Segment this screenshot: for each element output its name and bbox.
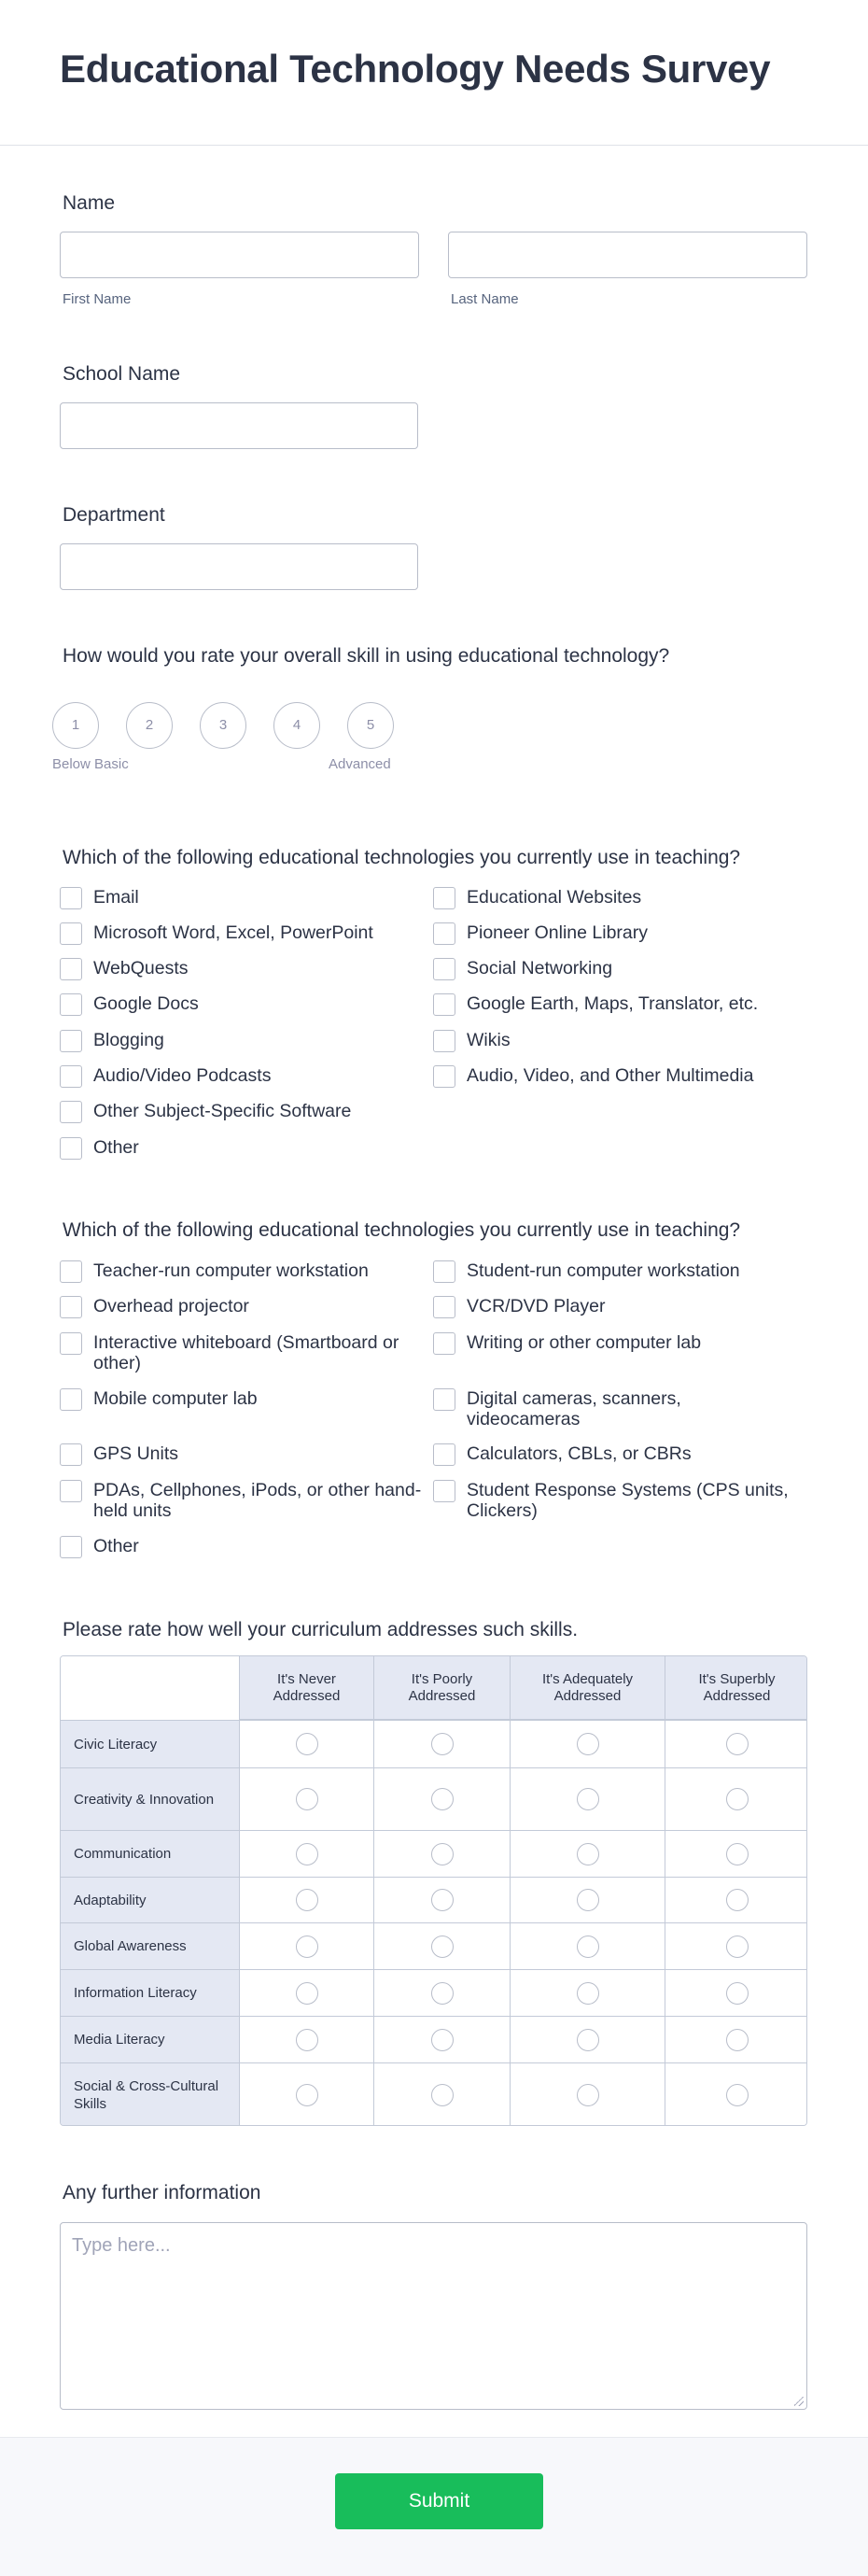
checkbox[interactable] [60,1480,82,1502]
hardware-option[interactable] [60,1332,424,1373]
form-header [0,0,868,146]
matrix-radio[interactable] [431,1843,454,1865]
tech-option-label: Blogging [93,1030,164,1050]
hardware-option-label: Interactive whiteboard (Smartboard or other) [93,1332,399,1373]
checkbox[interactable] [433,1260,455,1283]
hardware-option[interactable] [433,1443,806,1466]
matrix-row-header: Civic Literacy [61,1720,239,1767]
hardware-option-label: Mobile computer lab [93,1388,258,1409]
tech-use-question: Which of the following educational technologies you currently use in teaching? [63,847,741,868]
matrix-row-header: Communication [61,1830,239,1877]
matrix-row-header: Adaptability [61,1877,239,1922]
hardware-option[interactable] [433,1260,806,1283]
checkbox[interactable] [60,1260,82,1283]
matrix-radio[interactable] [296,2084,318,2106]
tech-option[interactable] [433,1030,511,1052]
checkbox[interactable] [433,1480,455,1502]
hardware-option[interactable] [433,1332,806,1355]
matrix-cell [239,1877,373,1922]
matrix-column-header: It's Never Addressed [239,1656,373,1720]
matrix-radio[interactable] [431,1936,454,1958]
hardware-option-label: Student-run computer workstation [467,1260,740,1281]
hardware-option[interactable] [60,1296,424,1318]
further-info-label: Any further information [63,2182,261,2203]
matrix-cell [510,2016,665,2062]
matrix-row-header: Media Literacy [61,2016,239,2062]
hardware-option[interactable] [433,1388,713,1429]
hardware-option-label: Student Response Systems (CPS units, Clickers) [467,1480,789,1521]
matrix-cell [239,1720,373,1767]
tech-option-label: Audio, Video, and Other Multimedia [467,1065,754,1086]
tech-option-label: Audio/Video Podcasts [93,1065,272,1086]
checkbox[interactable] [433,1443,455,1466]
rating-option-1[interactable]: 1 [52,702,99,749]
matrix-radio[interactable] [296,1889,318,1911]
rating-low-caption: Below Basic [52,756,129,772]
matrix-radio[interactable] [726,1733,749,1755]
matrix-radio[interactable] [726,1982,749,2005]
checkbox[interactable] [433,1030,455,1052]
matrix-radio[interactable] [726,2084,749,2106]
tech-option-label: WebQuests [93,958,189,978]
tech-option[interactable] [60,1030,164,1052]
name-label: Name [63,192,116,214]
checkbox[interactable] [60,922,82,945]
matrix-cell [510,1877,665,1922]
tech-option[interactable] [60,993,199,1016]
matrix-radio[interactable] [577,2084,599,2106]
matrix-cell [510,1922,665,1969]
matrix-radio[interactable] [431,1889,454,1911]
matrix-radio[interactable] [577,1843,599,1865]
matrix-cell [373,1922,510,1969]
page-title: Educational Technology Needs Survey [60,47,771,91]
hardware-option-label: Other [93,1536,139,1556]
matrix-radio[interactable] [577,1936,599,1958]
matrix-corner [61,1656,239,1720]
checkbox[interactable] [60,1101,82,1123]
checkbox[interactable] [60,1388,82,1411]
checkbox[interactable] [60,1065,82,1088]
rating-option-4[interactable]: 4 [273,702,320,749]
checkbox[interactable] [433,993,455,1016]
resize-handle-icon[interactable] [794,2397,804,2406]
skill-question: How would you rate your overall skill in using educational technology? [63,645,670,667]
tech-option-label: Pioneer Online Library [467,922,649,943]
checkbox[interactable] [433,1332,455,1355]
matrix-radio[interactable] [726,1889,749,1911]
checkbox[interactable] [433,1296,455,1318]
hardware-option-label: GPS Units [93,1443,179,1464]
matrix-radio[interactable] [296,1936,318,1958]
tech-option[interactable] [60,1101,351,1123]
hardware-option[interactable] [60,1260,424,1283]
hardware-option-label: Overhead projector [93,1296,249,1316]
hardware-option[interactable] [60,1480,433,1521]
first-name-input[interactable] [60,232,419,278]
hardware-option[interactable] [433,1480,806,1521]
hardware-option[interactable] [60,1388,424,1411]
matrix-cell [665,2016,807,2062]
hardware-option[interactable] [60,1536,424,1558]
matrix-radio[interactable] [577,1733,599,1755]
checkbox[interactable] [433,958,455,980]
matrix-cell [373,1830,510,1877]
tech-option-label: Other Subject-Specific Software [93,1101,352,1121]
checkbox[interactable] [60,1332,82,1355]
matrix-radio[interactable] [726,1843,749,1865]
hardware-use-question: Which of the following educational technologies you currently use in teaching? [63,1219,741,1241]
tech-option-label: Other [93,1137,139,1158]
tech-option[interactable] [60,1065,271,1088]
curriculum-matrix [60,1655,807,2126]
tech-option[interactable] [60,958,189,980]
tech-option[interactable] [60,1137,139,1160]
rating-high-caption: Advanced [329,756,391,772]
matrix-row-header: Creativity & Innovation [61,1767,239,1830]
department-label: Department [63,504,165,526]
matrix-column-header: It's Adequately Addressed [510,1656,665,1720]
matrix-radio[interactable] [577,1889,599,1911]
matrix-cell [373,2062,510,2126]
school-name-input[interactable] [60,402,418,449]
matrix-cell [239,1830,373,1877]
textarea-placeholder: Type here... [72,2235,171,2256]
rating-option-5[interactable]: 5 [347,702,394,749]
matrix-cell [510,1830,665,1877]
matrix-cell [239,2016,373,2062]
checkbox[interactable] [60,887,82,909]
hardware-option-label: VCR/DVD Player [467,1296,606,1316]
tech-option-label: Wikis [467,1030,511,1050]
matrix-cell [665,1877,807,1922]
tech-option-label: Educational Websites [467,887,642,908]
tech-option[interactable] [433,1065,754,1088]
matrix-radio[interactable] [431,2084,454,2106]
hardware-option-label: Digital cameras, scanners, videocameras [467,1388,681,1429]
hardware-option-label: PDAs, Cellphones, iPods, or other hand-held units [93,1480,422,1521]
matrix-cell [373,1767,510,1830]
form-footer [0,2438,868,2576]
matrix-cell [239,2062,373,2126]
matrix-radio[interactable] [577,2029,599,2051]
matrix-cell [665,1969,807,2016]
tech-option-label: Microsoft Word, Excel, PowerPoint [93,922,373,943]
checkbox[interactable] [60,1296,82,1318]
checkbox[interactable] [60,1443,82,1466]
checkbox[interactable] [433,1065,455,1088]
matrix-cell [510,1720,665,1767]
matrix-radio[interactable] [726,1936,749,1958]
tech-option[interactable] [60,887,139,909]
hardware-option-label: Teacher-run computer workstation [93,1260,369,1281]
matrix-row-header: Global Awareness [61,1922,239,1969]
matrix-radio[interactable] [726,1788,749,1810]
tech-option-label: Google Docs [93,993,199,1014]
checkbox[interactable] [433,1388,455,1411]
matrix-cell [665,1922,807,1969]
checkbox[interactable] [60,1137,82,1160]
matrix-radio[interactable] [431,1788,454,1810]
tech-option[interactable] [433,887,641,909]
tech-option-label: Social Networking [467,958,613,978]
matrix-cell [510,1969,665,2016]
matrix-cell [665,1767,807,1830]
hardware-option[interactable] [60,1443,424,1466]
matrix-cell [239,1767,373,1830]
matrix-radio[interactable] [296,1788,318,1810]
matrix-radio[interactable] [296,2029,318,2051]
school-name-label: School Name [63,363,181,385]
matrix-row-header: Information Literacy [61,1969,239,2016]
hardware-option-label: Calculators, CBLs, or CBRs [467,1443,692,1464]
matrix-cell [510,1767,665,1830]
first-name-sublabel: First Name [63,291,132,307]
hardware-option[interactable] [433,1296,806,1318]
department-input[interactable] [60,543,418,590]
tech-option-label: Google Earth, Maps, Translator, etc. [467,993,759,1014]
last-name-input[interactable] [448,232,807,278]
hardware-option-label: Writing or other computer lab [467,1332,702,1353]
rating-option-2[interactable]: 2 [126,702,173,749]
matrix-row-header: Social & Cross-Cultural Skills [61,2062,239,2126]
matrix-radio[interactable] [296,1982,318,2005]
rating-option-3[interactable]: 3 [200,702,246,749]
matrix-cell [239,1969,373,2016]
tech-option[interactable] [60,922,373,945]
checkbox[interactable] [60,1030,82,1052]
tech-option[interactable] [433,993,758,1016]
matrix-cell [373,2016,510,2062]
curriculum-question: Please rate how well your curriculum addresses such skills. [63,1619,579,1640]
matrix-radio[interactable] [296,1733,318,1755]
matrix-radio[interactable] [431,1982,454,2005]
matrix-cell [510,2062,665,2126]
matrix-cell [239,1922,373,1969]
tech-option[interactable] [433,922,648,945]
matrix-cell [373,1720,510,1767]
matrix-radio[interactable] [431,1733,454,1755]
checkbox[interactable] [60,993,82,1016]
checkbox[interactable] [60,1536,82,1558]
matrix-cell [665,1720,807,1767]
matrix-column-header: It's Superbly Addressed [665,1656,807,1720]
last-name-sublabel: Last Name [451,291,519,307]
checkbox[interactable] [433,887,455,909]
matrix-cell [665,1830,807,1877]
matrix-cell [665,2062,807,2126]
matrix-cell [373,1877,510,1922]
matrix-cell [373,1969,510,2016]
checkbox[interactable] [60,958,82,980]
matrix-column-header: It's Poorly Addressed [373,1656,510,1720]
matrix-radio[interactable] [577,1982,599,2005]
tech-option-label: Email [93,887,139,908]
further-info-textarea[interactable] [60,2222,807,2410]
matrix-radio[interactable] [296,1843,318,1865]
tech-option[interactable] [433,958,612,980]
matrix-radio[interactable] [577,1788,599,1810]
matrix-radio[interactable] [726,2029,749,2051]
checkbox[interactable] [433,922,455,945]
submit-button[interactable]: Submit [335,2473,543,2529]
matrix-radio[interactable] [431,2029,454,2051]
